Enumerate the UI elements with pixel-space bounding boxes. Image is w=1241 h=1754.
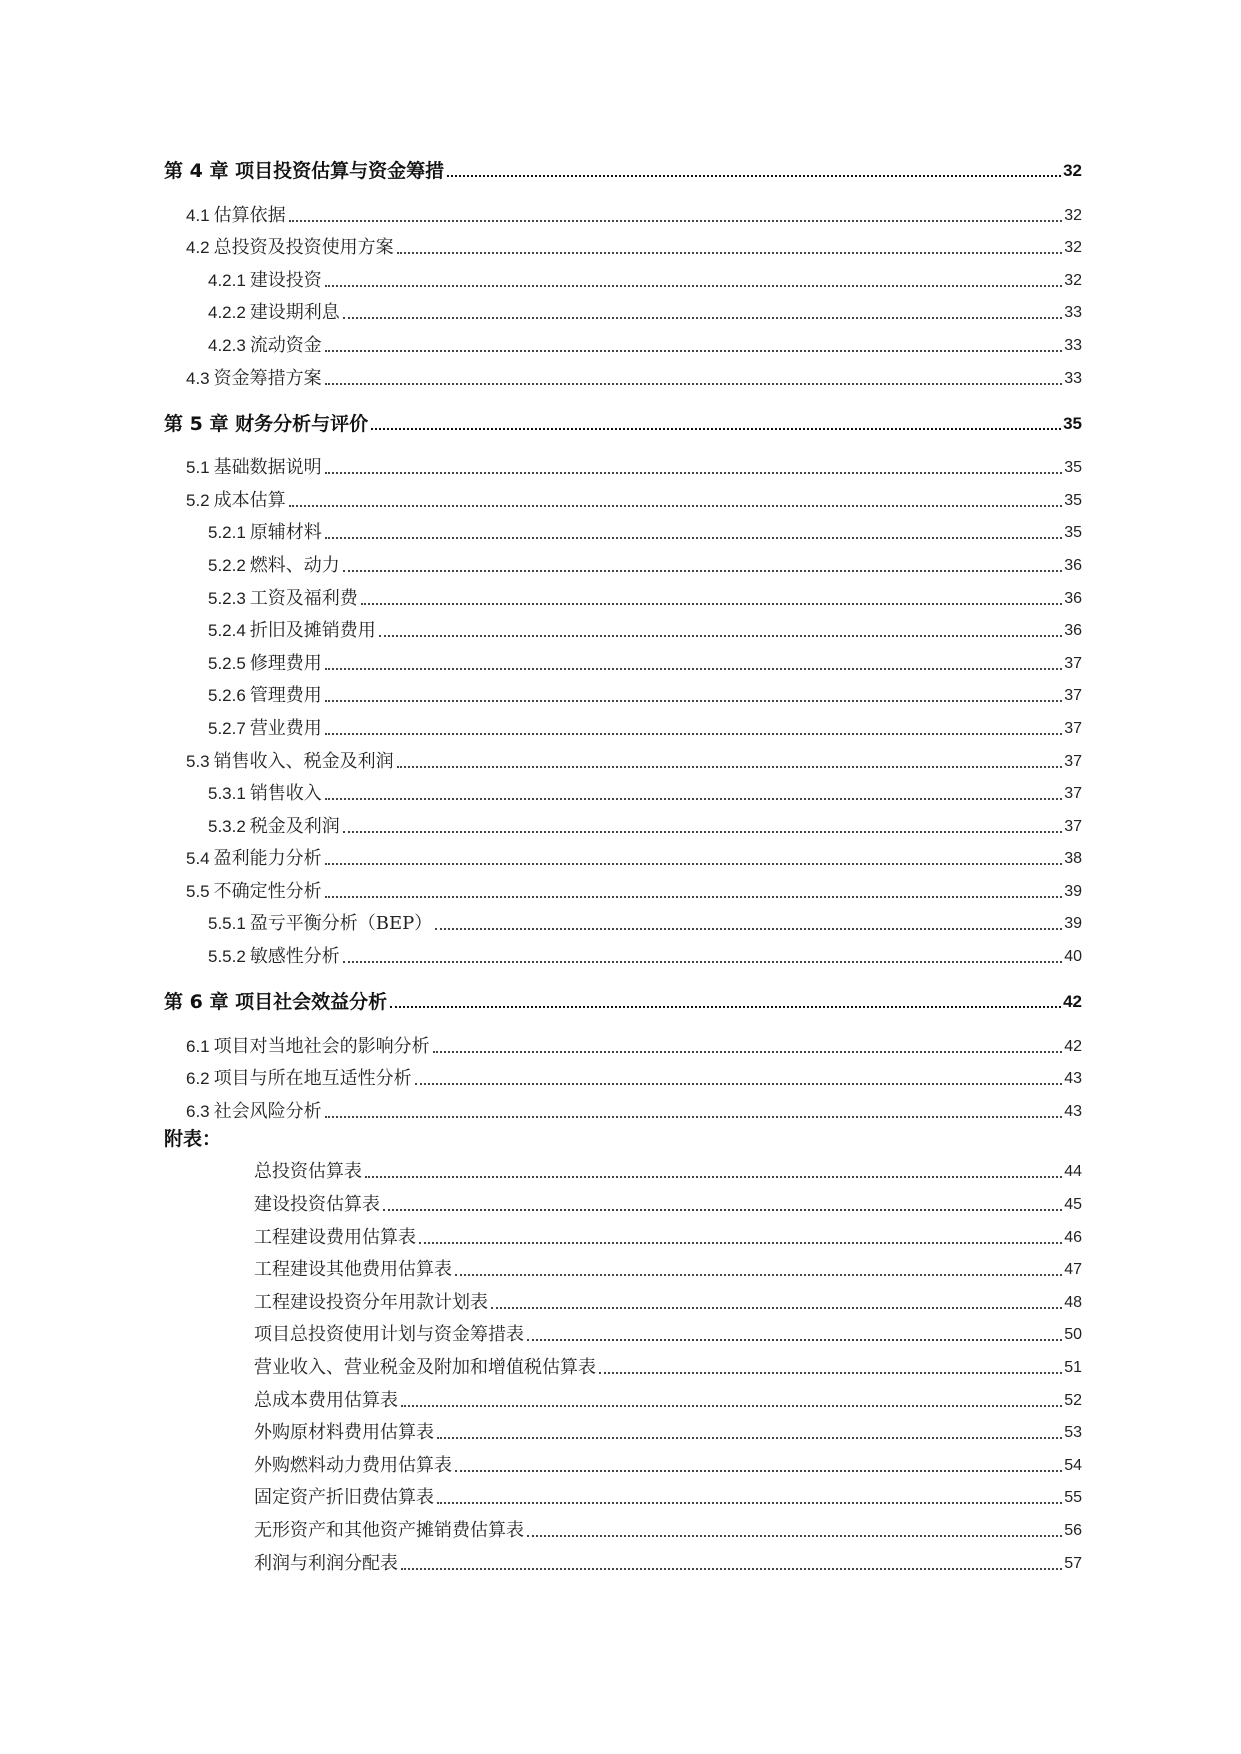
appendix-entry-text: 工程建设投资分年用款计划表 — [254, 1291, 488, 1313]
toc-leader-dots — [437, 1437, 1062, 1439]
toc-subsection-entry[interactable] — [164, 292, 1082, 325]
toc-entry-label — [208, 685, 322, 707]
toc-leader-dots — [527, 1535, 1062, 1537]
toc-leader-dots — [397, 252, 1063, 254]
toc-leader-dots — [325, 537, 1062, 539]
toc-page-number: 42 — [1064, 1037, 1082, 1055]
toc-leader-dots — [527, 1339, 1062, 1341]
toc-entry-label — [208, 653, 322, 675]
toc-leader-dots — [325, 472, 1063, 474]
toc-leader-dots — [325, 896, 1063, 898]
toc-leader-dots — [437, 1502, 1062, 1504]
toc-entry-number: 4.1 — [186, 205, 210, 225]
toc-entry-text: 盈亏平衡分析（BEP） — [249, 913, 433, 935]
toc-page-number: 45 — [1064, 1196, 1082, 1214]
appendix-table-entry[interactable] — [164, 1249, 1082, 1282]
appendix-table-entry[interactable] — [164, 1444, 1082, 1477]
toc-entry-text: 资金筹措方案 — [213, 367, 322, 389]
toc-page-number: 39 — [1064, 882, 1082, 900]
toc-chapter-title: 第 4 章 项目投资估算与资金筹措 — [164, 160, 445, 182]
toc-leader-dots — [379, 635, 1062, 637]
toc-entry-number: 5.3.2 — [208, 816, 246, 836]
toc-entry-text: 估算依据 — [213, 204, 286, 226]
toc-leader-dots — [325, 383, 1063, 385]
toc-entry-label — [186, 1068, 412, 1090]
toc-page-number: 36 — [1064, 589, 1082, 607]
toc-entry-label — [186, 1101, 322, 1123]
toc-leader-dots — [325, 700, 1062, 702]
toc-leader-dots — [415, 1083, 1063, 1085]
appendix-entry-text: 项目总投资使用计划与资金筹措表 — [254, 1324, 524, 1346]
toc-entry-text: 工资及福利费 — [249, 587, 358, 609]
toc-leader-dots — [599, 1372, 1062, 1374]
toc-page-number: 32 — [1064, 271, 1082, 289]
toc-entry-number: 5.2.3 — [208, 588, 246, 608]
toc-subsection-entry[interactable] — [164, 707, 1082, 740]
appendix-table-entry[interactable] — [164, 1216, 1082, 1249]
appendix-table-entry[interactable] — [164, 1346, 1082, 1379]
toc-entry-label — [208, 522, 322, 544]
toc-section-entry[interactable] — [164, 740, 1082, 773]
toc-entry-text: 修理费用 — [249, 652, 322, 674]
toc-leader-dots — [419, 1242, 1062, 1244]
toc-leader-dots — [289, 220, 1063, 222]
toc-page-number: 55 — [1064, 1489, 1082, 1507]
toc-page-number: 53 — [1064, 1424, 1082, 1442]
toc-section-entry[interactable] — [164, 447, 1082, 480]
toc-entry-number: 6.2 — [186, 1069, 210, 1089]
toc-entry-number: 5.1 — [186, 458, 210, 478]
toc-entry-text: 敏感性分析 — [249, 946, 340, 968]
toc-section-entry[interactable] — [164, 479, 1082, 512]
toc-entry-label — [186, 848, 322, 870]
toc-entry-number: 5.5.2 — [208, 947, 246, 967]
toc-entry-number: 5.4 — [186, 849, 210, 869]
toc-entry-label — [186, 368, 322, 390]
toc-entry-label — [208, 588, 358, 610]
toc-entry-number: 4.3 — [186, 368, 210, 388]
toc-leader-dots — [455, 1274, 1062, 1276]
toc-page-number: 35 — [1063, 413, 1082, 433]
toc-page-number: 36 — [1064, 556, 1082, 574]
toc-entry-number: 4.2 — [186, 238, 210, 258]
toc-page-number: 50 — [1064, 1326, 1082, 1344]
toc-page-number: 44 — [1064, 1163, 1082, 1181]
toc-entry-label — [186, 751, 394, 773]
toc-leader-dots — [325, 733, 1062, 735]
appendix-entry-text: 外购原材料费用估算表 — [254, 1422, 434, 1444]
toc-entry-text: 税金及利润 — [249, 815, 340, 837]
toc-leader-dots — [325, 350, 1062, 352]
toc-leader-dots — [435, 928, 1062, 930]
toc-entry-label — [208, 335, 322, 357]
toc-subsection-entry[interactable] — [164, 544, 1082, 577]
toc-page-number: 38 — [1064, 850, 1082, 868]
toc-leader-dots — [361, 603, 1062, 605]
toc-entry-text: 建设投资 — [249, 269, 322, 291]
toc-leader-dots — [325, 668, 1062, 670]
toc-page-number: 37 — [1064, 817, 1082, 835]
toc-leader-dots — [343, 961, 1062, 963]
toc-entry-label — [208, 270, 322, 292]
appendix-entry-text: 利润与利润分配表 — [254, 1552, 398, 1574]
appendix-table-entry[interactable] — [164, 1183, 1082, 1216]
toc-page-number: 33 — [1064, 336, 1082, 354]
toc-leader-dots — [365, 1176, 1062, 1178]
appendix-entry-text: 外购燃料动力费用估算表 — [254, 1454, 452, 1476]
toc-page-number: 40 — [1064, 948, 1082, 966]
appendix-entry-text: 建设投资估算表 — [254, 1194, 380, 1216]
toc-entry-label — [186, 457, 322, 479]
toc-subsection-entry[interactable] — [164, 577, 1082, 610]
toc-chapter-title: 第 6 章 项目社会效益分析 — [164, 991, 388, 1014]
appendix-entry-text: 总成本费用估算表 — [254, 1389, 398, 1411]
toc-entry-number: 5.2.1 — [208, 523, 246, 543]
toc-page-number: 35 — [1064, 524, 1082, 542]
toc-page-number: 37 — [1064, 752, 1082, 770]
toc-subsection-entry[interactable] — [164, 935, 1082, 968]
toc-entry-number: 4.2.3 — [208, 335, 246, 355]
toc-page-number: 36 — [1064, 622, 1082, 640]
appendix-table-entry[interactable] — [164, 1314, 1082, 1347]
toc-page-number: 37 — [1064, 687, 1082, 705]
toc-entry-text: 销售收入、税金及利润 — [213, 750, 394, 772]
toc-leader-dots — [325, 285, 1062, 287]
toc-page-number: 52 — [1064, 1391, 1082, 1409]
toc-entry-number: 5.2.2 — [208, 555, 246, 575]
toc-page-number: 37 — [1064, 785, 1082, 803]
toc-subsection-entry[interactable] — [164, 675, 1082, 708]
toc-entry-number: 5.3.1 — [208, 784, 246, 804]
toc-subsection-entry[interactable] — [164, 773, 1082, 806]
toc-entry-text: 项目与所在地互适性分析 — [213, 1068, 412, 1090]
toc-entry-text: 总投资及投资使用方案 — [213, 237, 394, 259]
toc-leader-dots — [371, 428, 1061, 430]
toc-page-number: 37 — [1064, 654, 1082, 672]
toc-entry-label — [186, 237, 394, 259]
appendix-entry-text: 无形资产和其他资产摊销费估算表 — [254, 1519, 524, 1541]
toc-entry-number: 6.3 — [186, 1101, 210, 1121]
appendix-table-entry[interactable] — [164, 1151, 1082, 1184]
toc-entry-label — [208, 555, 340, 577]
toc-entry-number: 5.3 — [186, 751, 210, 771]
toc-page-number: 42 — [1063, 992, 1082, 1012]
toc-leader-dots — [401, 1405, 1062, 1407]
toc-entry-text: 建设期利息 — [249, 302, 340, 324]
appendix-heading: 附表： — [164, 1127, 222, 1150]
toc-page-number: 33 — [1064, 369, 1082, 387]
table-of-contents — [164, 154, 1082, 1575]
toc-entry-label — [208, 718, 322, 740]
toc-entry-label — [186, 1036, 430, 1058]
toc-entry-label — [186, 490, 286, 512]
toc-section-entry[interactable] — [164, 870, 1082, 903]
toc-leader-dots — [401, 1568, 1062, 1570]
toc-subsection-entry[interactable] — [164, 642, 1082, 675]
toc-leader-dots — [343, 831, 1062, 833]
toc-entry-number: 4.2.1 — [208, 270, 246, 290]
toc-leader-dots — [433, 1051, 1063, 1053]
toc-entry-label — [208, 302, 340, 324]
toc-entry-number: 5.2 — [186, 490, 210, 510]
toc-page-number: 54 — [1064, 1456, 1082, 1474]
toc-entry-text: 管理费用 — [249, 685, 322, 707]
toc-entry-label — [208, 783, 322, 805]
toc-entry-label — [208, 946, 340, 968]
appendix-table-entry[interactable] — [164, 1477, 1082, 1510]
toc-page-number: 43 — [1064, 1102, 1082, 1120]
toc-chapter-entry[interactable] — [164, 154, 1082, 182]
toc-entry-text: 不确定性分析 — [213, 880, 322, 902]
toc-subsection-entry[interactable] — [164, 805, 1082, 838]
toc-entry-text: 燃料、动力 — [249, 554, 340, 576]
toc-entry-text: 基础数据说明 — [213, 457, 322, 479]
toc-page-number: 32 — [1063, 161, 1082, 180]
toc-section-entry[interactable] — [164, 357, 1082, 390]
appendix-table-entry[interactable] — [164, 1412, 1082, 1445]
toc-entry-text: 成本估算 — [213, 489, 286, 511]
toc-subsection-entry[interactable] — [164, 610, 1082, 643]
toc-page-number: 35 — [1064, 491, 1082, 509]
toc-leader-dots — [325, 798, 1062, 800]
toc-entry-number: 5.2.6 — [208, 686, 246, 706]
appendix-table-entry[interactable] — [164, 1281, 1082, 1314]
toc-entry-label — [208, 816, 340, 838]
toc-page-number: 47 — [1064, 1261, 1082, 1279]
toc-page-number: 48 — [1064, 1293, 1082, 1311]
toc-leader-dots — [390, 1006, 1061, 1008]
toc-leader-dots — [289, 505, 1063, 507]
toc-entry-label — [186, 205, 286, 227]
toc-section-entry[interactable] — [164, 838, 1082, 871]
toc-entry-label — [208, 913, 432, 935]
toc-page-number: 33 — [1064, 304, 1082, 322]
toc-leader-dots — [325, 863, 1063, 865]
toc-leader-dots — [325, 1116, 1063, 1118]
toc-entry-number: 5.2.7 — [208, 718, 246, 738]
toc-subsection-entry[interactable] — [164, 512, 1082, 545]
toc-page-number: 32 — [1064, 206, 1082, 224]
toc-entry-number: 5.2.5 — [208, 653, 246, 673]
toc-chapter-entry[interactable] — [164, 985, 1082, 1013]
appendix-table-entry[interactable] — [164, 1379, 1082, 1412]
toc-entry-text: 折旧及摊销费用 — [249, 620, 376, 642]
toc-leader-dots — [383, 1209, 1062, 1211]
appendix-table-entry[interactable] — [164, 1509, 1082, 1542]
toc-entry-text: 营业费用 — [249, 717, 322, 739]
toc-entry-text: 销售收入 — [249, 783, 322, 805]
toc-entry-label — [208, 620, 376, 642]
appendix-table-entry[interactable] — [164, 1542, 1082, 1575]
toc-page-number: 35 — [1064, 459, 1082, 477]
toc-entry-number: 5.5.1 — [208, 914, 246, 934]
toc-entry-text: 项目对当地社会的影响分析 — [213, 1035, 430, 1057]
toc-leader-dots — [447, 175, 1061, 177]
appendix-entry-text: 工程建设费用估算表 — [254, 1226, 416, 1248]
toc-page-number: 32 — [1064, 239, 1082, 257]
toc-leader-dots — [491, 1307, 1062, 1309]
toc-section-entry[interactable] — [164, 227, 1082, 260]
toc-page-number: 43 — [1064, 1070, 1082, 1088]
toc-leader-dots — [343, 317, 1062, 319]
appendix-entry-text: 营业收入、营业税金及附加和增值税估算表 — [254, 1357, 596, 1378]
toc-leader-dots — [343, 570, 1062, 572]
toc-entry-label — [186, 881, 322, 903]
toc-entry-number: 6.1 — [186, 1036, 210, 1056]
appendix-entry-text: 工程建设其他费用估算表 — [254, 1259, 452, 1281]
toc-entry-text: 原辅材料 — [249, 522, 322, 544]
toc-page-number: 39 — [1064, 915, 1082, 933]
toc-section-entry[interactable] — [164, 194, 1082, 227]
toc-subsection-entry[interactable] — [164, 259, 1082, 292]
toc-entry-text: 社会风险分析 — [213, 1100, 322, 1122]
toc-leader-dots — [455, 1470, 1062, 1472]
toc-subsection-entry[interactable] — [164, 324, 1082, 357]
toc-section-entry[interactable] — [164, 1058, 1082, 1091]
toc-subsection-entry[interactable] — [164, 903, 1082, 936]
toc-page-number: 46 — [1064, 1228, 1082, 1246]
toc-chapter-title: 第 5 章 财务分析与评价 — [164, 412, 369, 435]
toc-section-entry[interactable] — [164, 1090, 1082, 1123]
toc-entry-number: 5.2.4 — [208, 621, 246, 641]
toc-entry-number: 4.2.2 — [208, 303, 246, 323]
toc-section-entry[interactable] — [164, 1025, 1082, 1058]
toc-page-number: 51 — [1064, 1359, 1082, 1376]
toc-entry-text: 流动资金 — [249, 334, 322, 356]
toc-entry-text: 盈利能力分析 — [213, 848, 322, 870]
toc-page-number: 37 — [1064, 719, 1082, 737]
toc-page-number: 56 — [1064, 1521, 1082, 1539]
toc-leader-dots — [397, 766, 1063, 768]
appendix-entry-text: 固定资产折旧费估算表 — [254, 1487, 434, 1509]
toc-chapter-entry[interactable] — [164, 407, 1082, 435]
toc-entry-number: 5.5 — [186, 881, 210, 901]
appendix-entry-text: 总投资估算表 — [254, 1161, 362, 1183]
toc-page-number: 57 — [1064, 1554, 1082, 1572]
